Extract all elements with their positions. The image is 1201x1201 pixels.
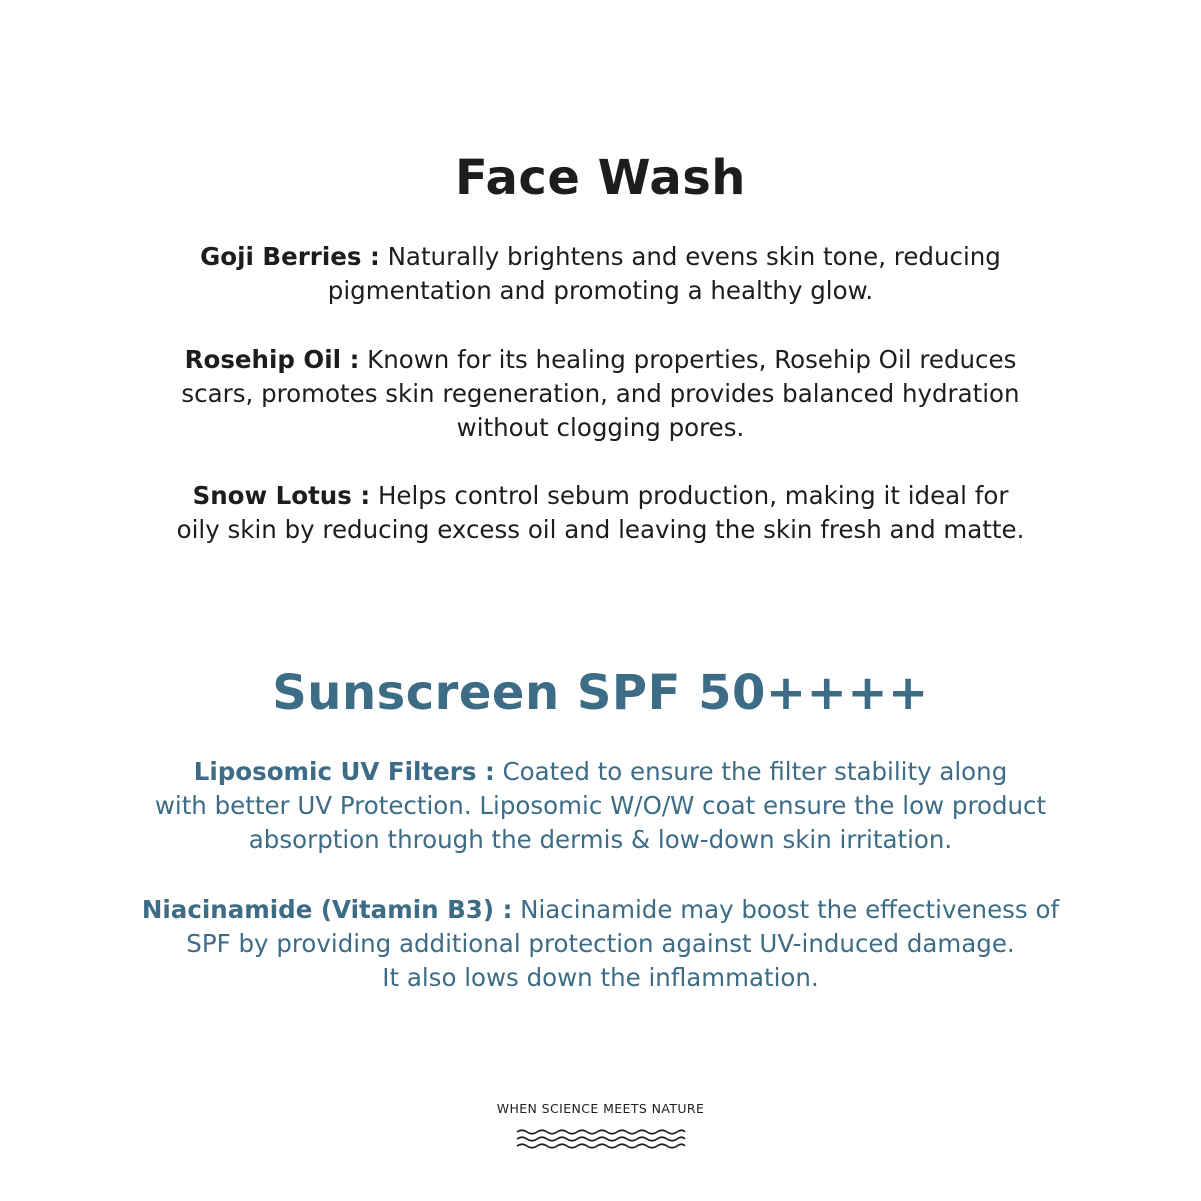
goji-berries-text-1: Naturally brightens and evens skin tone, reducing (379, 242, 1001, 271)
niacinamide-line-1 (0, 893, 1201, 927)
snow-lotus-line-1 (0, 479, 1201, 513)
niacinamide-text-1: Niacinamide may boost the effectiveness of (512, 895, 1060, 924)
rosehip-oil-text-2: scars, promotes skin regeneration, and provides balanced hydration (181, 379, 1020, 408)
niacinamide-text-2: SPF by providing additional protection against UV-induced damage. (186, 929, 1015, 958)
rosehip-oil-text-3: without clogging pores. (456, 413, 745, 442)
liposomic-text-2: with better UV Protection. Liposomic W/O/W coat ensure the low product (154, 791, 1047, 820)
rosehip-oil-text-1: Known for its healing properties, Rosehip Oil reduces (359, 345, 1017, 374)
rosehip-oil-description (0, 343, 1201, 445)
liposomic-text-3: absorption through the dermis & low-down skin irritation. (248, 825, 953, 854)
liposomic-uv-filters-description (0, 755, 1201, 857)
liposomic-line-1 (0, 755, 1201, 789)
rosehip-oil-line-1 (0, 343, 1201, 377)
liposomic-term: Liposomic UV Filters : (193, 757, 495, 786)
snow-lotus-text-2: oily skin by reducing excess oil and leaving the skin fresh and matte. (176, 515, 1025, 544)
face-wash-title: Face Wash (455, 150, 746, 206)
niacinamide-description (0, 893, 1201, 995)
snow-lotus-description (0, 479, 1201, 547)
goji-berries-line-1 (0, 240, 1201, 274)
niacinamide-term: Niacinamide (Vitamin B3) : (141, 895, 513, 924)
rosehip-oil-term: Rosehip Oil : (184, 345, 360, 374)
brand-tagline: WHEN SCIENCE MEETS NATURE (496, 1101, 705, 1116)
liposomic-text-1: Coated to ensure the filter stability along (494, 757, 1008, 786)
snow-lotus-text-1: Helps control sebum production, making it ideal for (370, 481, 1009, 510)
goji-berries-text-2: pigmentation and promoting a healthy glow. (327, 276, 874, 305)
goji-berries-term: Goji Berries : (200, 242, 380, 271)
sunscreen-title: Sunscreen SPF 50++++ (272, 665, 929, 721)
snow-lotus-term: Snow Lotus : (192, 481, 371, 510)
niacinamide-text-3: It also lows down the inflammation. (382, 963, 819, 992)
goji-berries-description (0, 240, 1201, 308)
waves-icon (516, 1128, 686, 1152)
